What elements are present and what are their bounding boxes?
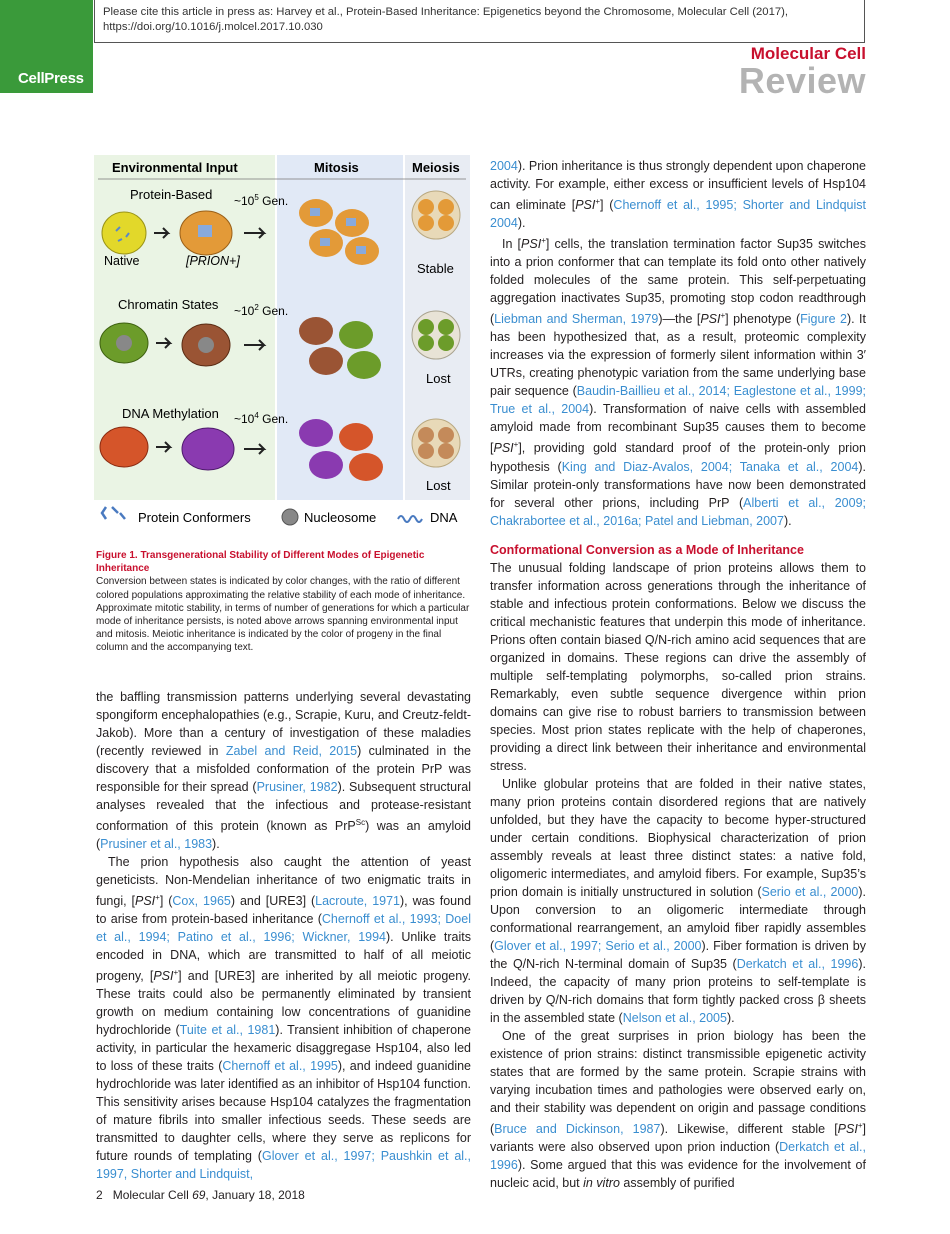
body-text: ). Fiber formation is driven by the Q/N-rich N-terminal domain of Sup35 ( [490,938,866,971]
citation-link[interactable]: King and Diaz-Avalos, 2004; Tanaka et al., 2004 [561,459,859,474]
legend-protein-conformers: Protein Conformers [138,510,251,525]
body-text: ) and [URE3] ( [230,894,316,909]
body-text: ) was an amyloid ( [96,819,471,852]
header-mitosis: Mitosis [314,160,359,175]
body-text: ). [726,1010,735,1025]
figure-caption [96,549,471,655]
row-chromatin-outcome: Lost [426,371,451,386]
paragraph [490,157,866,232]
legend-dna: DNA [430,510,458,525]
nucleosome-icon [282,509,298,525]
superscript: + [513,440,519,450]
footer-volume: 69 [192,1188,206,1202]
caption-body: Conversion between states is indicated by color changes, with the ratio of different colored populations approximating the relative stability of each mode of inheritance. Approximate mitotic stability, in terms of number of generations for which a particular mode of inheritance persists, is noted above arrows spanning environmental input and mitosis. Meiotic inheritance is indicated by the color of progeny in the final column and the accompanying text. [96,576,470,654]
row-chromatin-label: Chromatin States [118,297,219,312]
body-text: ] phenotype ( [725,312,801,327]
section-heading: Conformational Conversion as a Mode of Inheritance [490,542,804,557]
body-text: the baffling transmission patterns underlying several devastating spongiform encephalopathies (e.g., Scrapie, Kuru, and Creutz-feldt-Jakob). More than a century of investigation of these maladies (recently reviewed in [96,690,471,758]
citation-link[interactable]: Prusiner et al., 1983 [100,837,213,852]
body-text: ) culminated in the discovery that a misfolded conformation of the protein PrP was responsible for their spread ( [96,744,472,794]
body-text: In [ [502,237,522,252]
body-text: ). Transformation of naive cells with assembled amyloid made from recombinant Sup35 causes them to become [ [490,402,866,456]
row-protein-based-prion: [PRION+] [186,254,240,268]
row-chromatin-gen: $\sim 10^2$ Gen. [234,303,289,318]
page-number: 2 [96,1188,103,1202]
body-text: ). Transient inhibition of chaperone activity, in particular the hexameric disaggregase Hsp104, also led to loss of these traits ( [96,1023,471,1074]
body-text: ). Subsequent structural analyses revealed that the infectious and protease-resistant conformation of this protein (known as PrP [96,780,472,834]
footer-journal: Molecular Cell [112,1188,193,1202]
body-text: ), and indeed guanidine hydrochloride was later identified as an inhibitor of Hsp104 function. This sensitivity arises because Hsp104 catalyzes the fragmentation of mature fibrils into smaller infectious seeds. These seeds are transmitted to daughter cells, where they serve as replicons for future rounds of templating ( [96,1059,471,1164]
protein-conformer-icon [102,507,125,519]
body-text: ] ( [600,198,614,213]
body-text: ] cells, the translation termination factor Sup35 switches into a prion conformer that can template its fold onto other natively folded molecules of the same protein. This self-perpetuating aggregation inactivates Sup35, promoting stop codon readthrough ( [490,237,867,327]
superscript: + [857,1120,863,1130]
row-protein-based-outcome: Stable [417,261,454,276]
legend-nucleosome: Nucleosome [304,510,377,525]
citation-link[interactable]: Prusiner, 1982 [256,780,338,794]
citation-link[interactable]: Derkatch et al., 1996 [490,1139,866,1172]
body-text: ] ( [159,894,173,909]
body-text: ). Prion inheritance is thus strongly dependent upon chaperone activity. For example, either excess or insufficient levels of Hsp104 can eliminate [ [490,159,866,213]
cellpress-sidebar [0,0,93,93]
citation-link[interactable]: Bruce and Dickinson, 1987 [494,1121,661,1136]
superscript: + [595,197,601,206]
body-text: ). Likewise, different stable [ [660,1121,838,1136]
citation-box: Please cite this article in press as: Harvey et al., Protein-Based Inheritance: Epigenetics beyond the Chromosome, Molecular Cell (2017), https://doi.org/10.1016/j.molcel.2017.10.030 [94,0,865,43]
italic-text: PSI [493,441,514,456]
citation-link[interactable]: Lacroute, 1971 [315,894,401,909]
citation-link[interactable]: Chernoff et al., 1995; Shorter and Lindquist 2004 [490,198,866,231]
superscript: + [155,893,160,903]
header-environmental-input: Environmental Input [112,160,238,175]
right-column-text [490,157,866,1192]
body-text: ). Indeed, the capacity of many prion proteins to self-template is driven by Q/N-rich domains that form tightly packed cross β sheets in the assembled state ( [490,956,866,1025]
italic-text: PSI [837,1121,858,1136]
citation-link[interactable]: Liebman and Sherman, 1979 [494,312,659,327]
paragraph [96,688,471,853]
native-cell [102,212,146,254]
footer-date: , January 18, 2018 [205,1188,305,1202]
row-protein-based-native: Native [104,254,140,268]
body-text: ] variants were also observed upon prion induction ( [490,1121,866,1154]
italic-text: PSI [153,969,174,984]
superscript: + [720,311,726,321]
citation-link[interactable]: Glover et al., 1997; Paushkin et al., 1997, Shorter and Lindquist, [96,1149,471,1182]
row-dna-methylation-label: DNA Methylation [122,406,219,421]
citation-link[interactable]: Zabel and Reid, 2015 [225,744,358,758]
paragraph [490,232,866,529]
row-protein-based-gen: $\sim 10^5$ Gen. [234,193,289,208]
body-text: ). [212,837,220,852]
body-text: ). [783,513,792,528]
body-text: assembly of purified [619,1175,735,1190]
citation-link[interactable]: Chernoff et al., 1993; Doel et al., 1994; Patino et al., 1996; Wickner, 1994 [96,912,471,945]
superscript: + [173,968,179,978]
citation-link[interactable]: Nelson et al., 2005 [622,1010,727,1025]
body-text: ), was found to arise from protein-based inheritance ( [96,894,472,927]
header-meiosis: Meiosis [412,160,460,175]
body-text: ] and [URE3] are inherited by all meiotic progeny. These traits could also be permanently eliminated by transient growth on medium containing low concentrations of guanidine hydrochloride ( [96,969,471,1038]
citation-link[interactable]: Derkatch et al., 1996 [736,956,859,971]
citation-link[interactable]: 2004 [490,159,518,173]
paragraph [96,853,471,1183]
citation-link[interactable]: Baudin-Baillieu et al., 2014; Eaglestone et al., 1999; True et al., 2004 [490,384,866,417]
left-column-text [96,688,471,1183]
citation-link[interactable]: Chernoff et al., 1995 [222,1059,338,1074]
italic-text: PSI [700,312,721,327]
italic-text: PSI [521,237,542,252]
cellpress-logo: CellPress [18,70,84,87]
row-protein-based-label: Protein-Based [130,187,213,202]
paragraph [490,775,866,1027]
body-text: ). Some argued that this was evidence for the involvement of nucleic acid, but [490,1157,866,1190]
citation-link[interactable]: Alberti et al., 2009; Chakrabortee et al., 2016a; Patel and Liebman, 2007 [490,495,866,528]
figure-1 [94,155,470,535]
section-label: Review [738,60,866,101]
superscript: Sc [355,818,366,827]
body-text: ). It has been hypothesized that, as a result, proteomic complexity increases via the expression of formerly silent information within 3′ UTRs, creating phenotypic variation from the same underlying base pair sequence ( [490,312,866,399]
body-text: Unlike globular proteins that are folded in their native states, many prion proteins contain disordered regions that are natively unfolded, but they have the capacity to become hyper-structured under certain conditions. Biophysical characterization of prion assembly reveals at least three distinct states: a native fold, oligomeric intermediates, and amyloid fibers. For example, Sup35’s prion domain is initially unstructured in solution ( [490,776,866,899]
page-footer [96,1188,305,1202]
journal-name: Molecular Cell [750,44,866,63]
italic-text: PSI [135,894,156,909]
citation-link[interactable]: Figure 2 [800,312,847,327]
body-text: ). Unlike traits encoded in DNA, which are transmitted to half of all meiotic progeny, [ [96,930,471,984]
body-text: ). Upon conversion to an oligomeric intermediate through conformational rearrangement, an amyloid fiber rapidly assembles ( [490,884,866,953]
body-text: )—the [ [658,312,701,327]
citation-link[interactable]: Cox, 1965 [172,894,231,909]
row-dna-methylation-outcome: Lost [426,478,451,493]
body-text: The unusual folding landscape of prion proteins allows them to transfer information across generations through the inheritance of stable and infectious protein conformations. Below we discuss the critical mechanistic features that underpin this mode of inheritance. Prions often contain biased Q/N-rich amino acid sequences that are organized in domains. These regions can drive the assembly of multiple self-templating polymorphs, so-called prion strains. Remarkably, even subtle sequence divergence within prion domains can give rise to robust barriers to transmission between species. Most prion states replicate with the help of chaperones, providing a direct link between their inheritance and environmental stress. [490,560,866,773]
citation-link[interactable]: Tuite et al., 1981 [179,1023,276,1038]
paragraph [490,1027,866,1192]
body-text: ). Similar protein-only transformations have now been demonstrated for several other prions, including PrP ( [490,459,866,510]
paragraph [490,559,866,775]
body-text: ], providing gold standard proof of the protein-only prion hypothesis ( [490,441,866,474]
body-text: The prion hypothesis also caught the attention of yeast geneticists. Non-Mendelian inheritance of two enigmatic traits in fungi, [ [96,855,471,909]
body-text: ). [517,216,526,231]
citation-link[interactable]: Serio et al., 2000 [761,884,859,899]
row-dna-methylation-gen: $\sim 10^4$ Gen. [234,411,289,426]
dna-icon [398,516,422,522]
italic-text: in vitro [583,1175,620,1190]
citation-link[interactable]: Glover et al., 1997; Serio et al., 2000 [494,938,702,953]
superscript: + [541,236,546,246]
italic-text: PSI [575,198,596,213]
caption-title: Figure 1. Transgenerational Stability of Different Modes of Epigenetic Inheritance [96,550,425,575]
body-text: One of the great surprises in prion biology has been the existence of prion strains: distinct transmissible epigenetic activity states that are formed by the same protein. Scrapie strains with varying incubation times and pathologies were observed early on, and their stability was dependent on origin and passage conditions ( [490,1028,866,1136]
